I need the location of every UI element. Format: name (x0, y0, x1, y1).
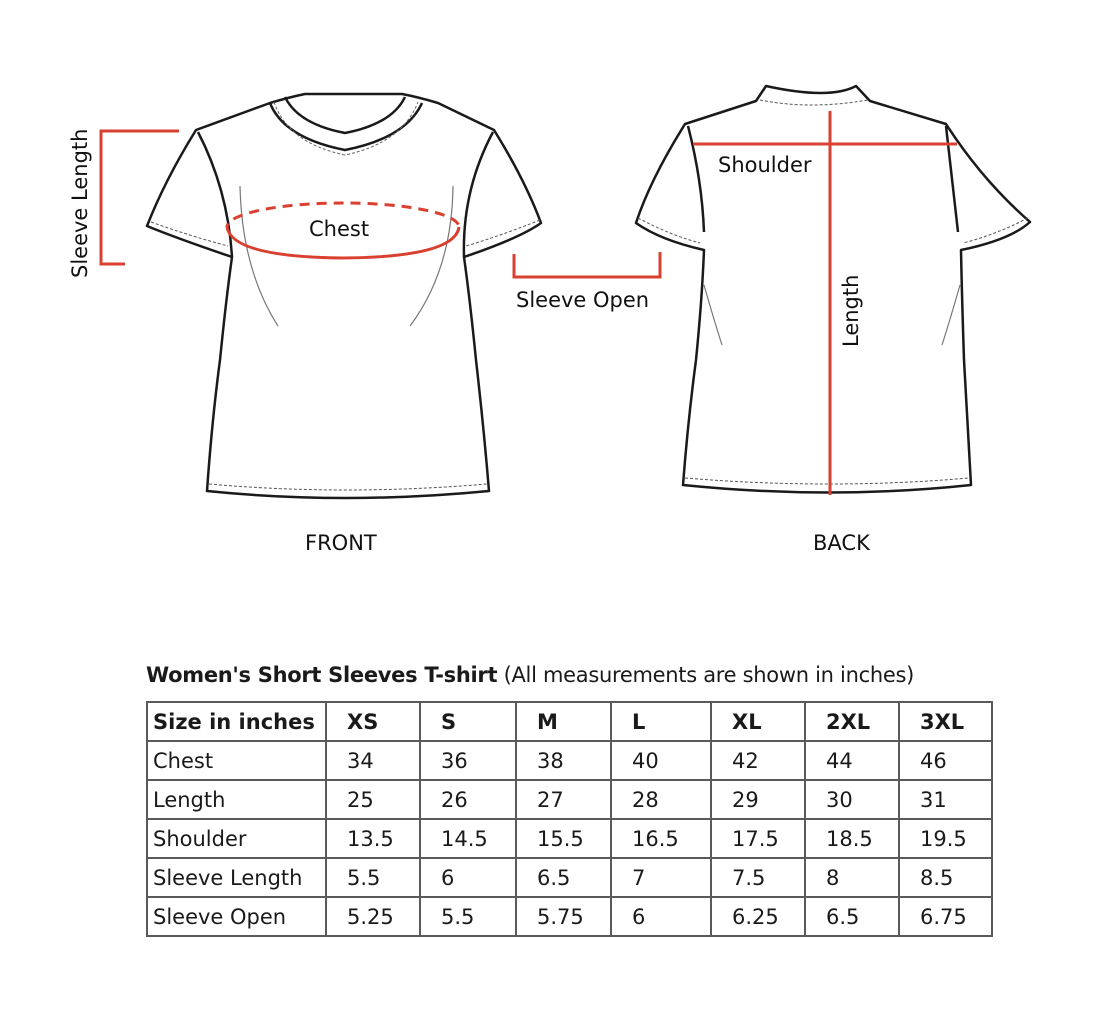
table-cell: 6.75 (899, 897, 992, 936)
table-cell: 6 (611, 897, 711, 936)
size-chart-table (146, 701, 993, 937)
table-cell: 14.5 (420, 819, 516, 858)
table-cell: 16.5 (611, 819, 711, 858)
table-cell: 27 (516, 780, 611, 819)
header-cell: S (420, 702, 516, 741)
back-tshirt-illustration (636, 86, 1030, 493)
table-cell: 6.25 (711, 897, 805, 936)
table-cell: 5.25 (326, 897, 420, 936)
table-cell: 29 (711, 780, 805, 819)
table-row (147, 780, 992, 819)
table-cell: 13.5 (326, 819, 420, 858)
table-cell: 26 (420, 780, 516, 819)
table-cell: 6.5 (516, 858, 611, 897)
table-cell: 44 (805, 741, 899, 780)
header-cell: 2XL (805, 702, 899, 741)
size-table-title (146, 663, 914, 687)
size-table-title-note: (All measurements are shown in inches) (497, 663, 914, 687)
table-cell: 30 (805, 780, 899, 819)
table-cell: 34 (326, 741, 420, 780)
table-row (147, 858, 992, 897)
length-label: Length (839, 274, 863, 347)
header-cell: L (611, 702, 711, 741)
table-cell: 6 (420, 858, 516, 897)
back-view-label: BACK (813, 531, 870, 555)
table-cell: 17.5 (711, 819, 805, 858)
header-cell: M (516, 702, 611, 741)
table-cell: 18.5 (805, 819, 899, 858)
table-cell: 7.5 (711, 858, 805, 897)
table-cell: 5.5 (420, 897, 516, 936)
size-table-title-bold: Women's Short Sleeves T-shirt (146, 663, 498, 687)
table-cell: 46 (899, 741, 992, 780)
table-cell: 19.5 (899, 819, 992, 858)
table-cell: 31 (899, 780, 992, 819)
row-label: Sleeve Open (147, 897, 326, 936)
table-cell: 5.75 (516, 897, 611, 936)
table-row (147, 741, 992, 780)
header-cell: Size in inches (147, 702, 326, 741)
table-cell: 36 (420, 741, 516, 780)
front-tshirt-illustration (147, 94, 541, 498)
table-cell: 5.5 (326, 858, 420, 897)
shoulder-label: Shoulder (718, 153, 812, 177)
table-row (147, 819, 992, 858)
chest-label: Chest (309, 217, 370, 241)
table-row (147, 897, 992, 936)
table-cell: 6.5 (805, 897, 899, 936)
table-cell: 25 (326, 780, 420, 819)
row-label: Chest (147, 741, 326, 780)
header-cell: 3XL (899, 702, 992, 741)
header-cell: XL (711, 702, 805, 741)
header-cell: XS (326, 702, 420, 741)
row-label: Length (147, 780, 326, 819)
row-label: Shoulder (147, 819, 326, 858)
table-cell: 8.5 (899, 858, 992, 897)
table-cell: 40 (611, 741, 711, 780)
table-cell: 15.5 (516, 819, 611, 858)
table-cell: 7 (611, 858, 711, 897)
table-cell: 8 (805, 858, 899, 897)
table-cell: 28 (611, 780, 711, 819)
row-label: Sleeve Length (147, 858, 326, 897)
sleeve-length-label: Sleeve Length (68, 128, 92, 278)
table-cell: 42 (711, 741, 805, 780)
sleeve-open-bracket (514, 252, 660, 277)
front-view-label: FRONT (305, 531, 377, 555)
table-header-row (147, 702, 992, 741)
sleeve-open-label: Sleeve Open (516, 288, 650, 312)
table-cell: 38 (516, 741, 611, 780)
